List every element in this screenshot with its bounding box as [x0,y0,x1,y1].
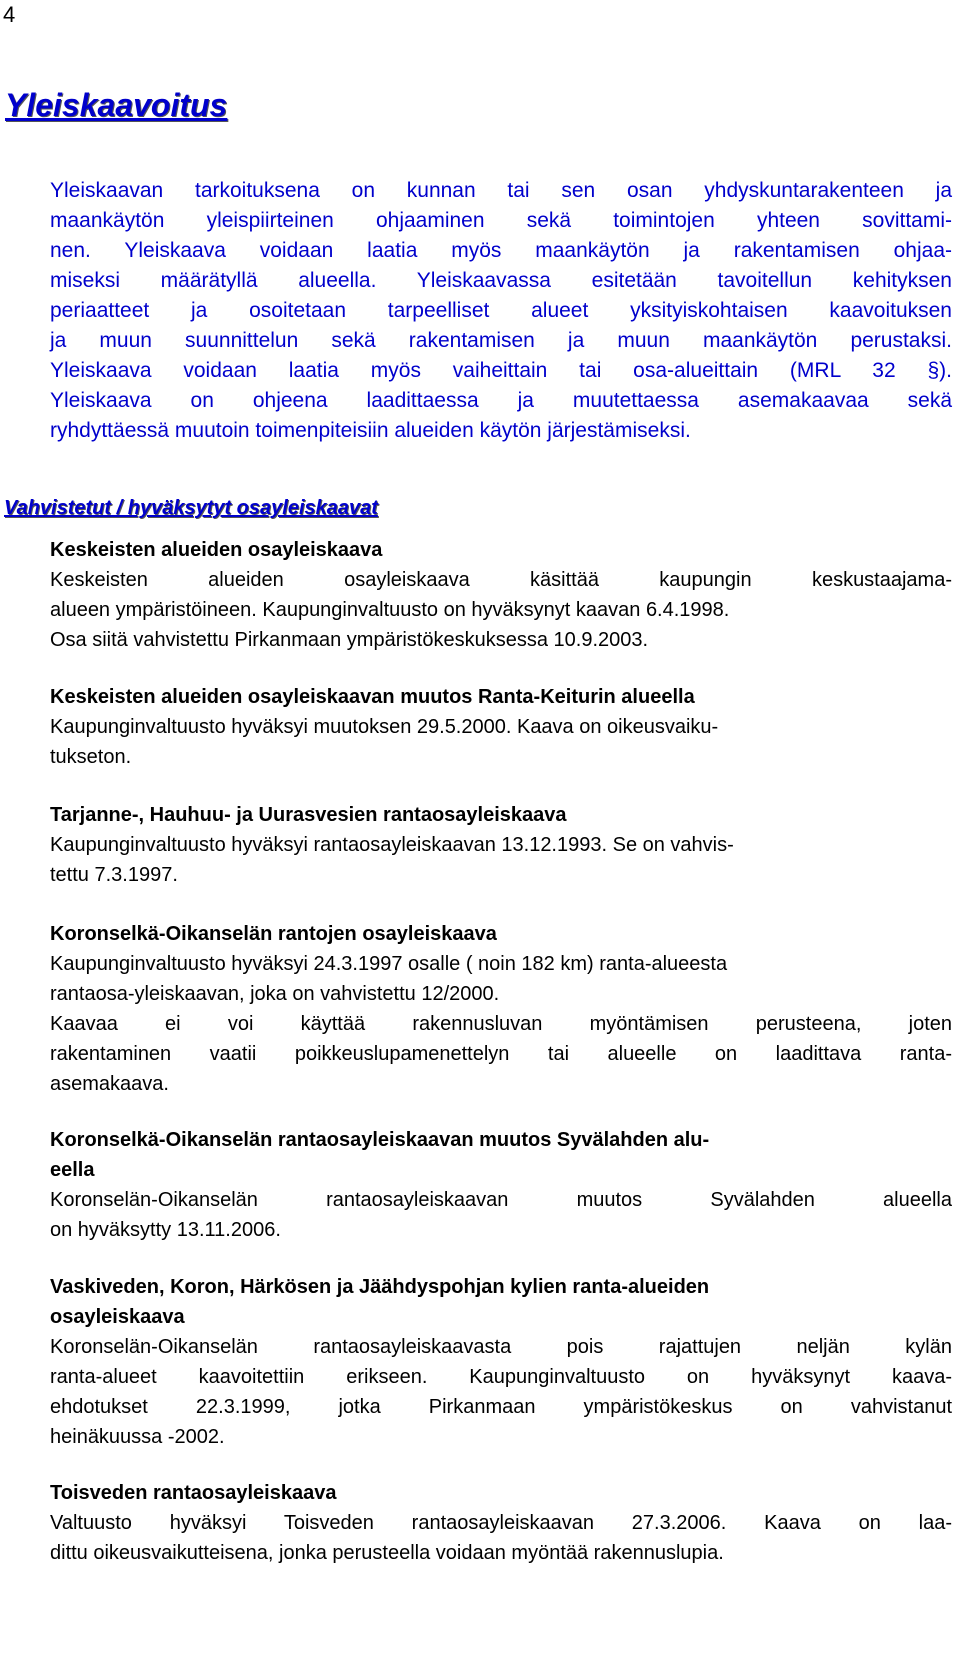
plan-heading: Keskeisten alueiden osayleiskaavan muutos Ranta-Keiturin alueella [50,686,695,708]
plan-text-line: asemakaava. [50,1073,169,1095]
plan-text-line: Osa siitä vahvistettu Pirkanmaan ympäristökeskuksessa 10.9.2003. [50,629,649,651]
plan-heading: Koronselkä-Oikanselän rantojen osayleiskaava [50,923,497,945]
section-title: Vahvistetut / hyväksytyt osayleiskaavat [4,497,378,519]
intro-line: maankäytön yleispiirteinen ohjaaminen sekä toimintojen yhteen sovittami- [50,209,952,232]
plan-text-line: dittu oikeusvaikutteisena, jonka perusteella voidaan myöntää rakennuslupia. [50,1542,724,1564]
plan-text-line: heinäkuussa -2002. [50,1426,225,1448]
plan-heading: Tarjanne-, Hauhuu- ja Uurasvesien rantaosayleiskaava [50,804,567,826]
plan-heading: Koronselkä-Oikanselän rantaosayleiskaavan muutos Syvälahden alu- [50,1129,710,1151]
plan-heading: Keskeisten alueiden osayleiskaava [50,539,383,561]
intro-line: periaatteet ja osoitetaan tarpeelliset alueet yksityiskohtaisen kaavoituksen [50,299,952,322]
plan-text-line: tukseton. [50,746,132,768]
plan-text-line: tettu 7.3.1997. [50,864,178,886]
intro-line: Yleiskaava voidaan laatia myös vaiheittain tai osa-alueittain (MRL 32 §). [50,359,952,382]
plan-entry [50,535,952,655]
intro-line: Yleiskaavan tarkoituksena on kunnan tai sen osan yhdyskuntarakenteen ja [50,179,952,202]
plan-entry [50,682,952,772]
plan-entry [50,1478,952,1568]
plan-text-line: on hyväksytty 13.11.2006. [50,1219,281,1241]
intro-line: Yleiskaava on ohjeena laadittaessa ja muutettaessa asemakaavaa sekä [50,389,952,412]
plan-text-line: Keskeisten alueiden osayleiskaava käsittää kaupungin keskustaajama- [50,569,952,591]
page-number: 4 [3,2,16,27]
intro-line: nen. Yleiskaava voidaan laatia myös maankäytön ja rakentamisen ohjaa- [50,239,952,262]
plan-text-line: Kaupunginvaltuusto hyväksyi muutoksen 29.5.2000. Kaava on oikeusvaiku- [50,716,719,738]
plan-entry [50,1125,952,1245]
page-title: Yleiskaavoitus [5,87,228,123]
plan-heading: osayleiskaava [50,1306,185,1328]
plan-text-line: alueen ympäristöineen. Kaupunginvaltuusto on hyväksynyt kaavan 6.4.1998. [50,599,730,621]
plan-heading: eella [50,1159,95,1181]
intro-paragraph [50,176,952,446]
intro-line: miseksi määrätyllä alueella. Yleiskaavassa esitetään tavoitellun kehityksen [50,269,952,292]
plan-heading: Vaskiveden, Koron, Härkösen ja Jäähdyspohjan kylien ranta-alueiden [50,1276,710,1298]
plan-text-line: Kaupunginvaltuusto hyväksyi 24.3.1997 osalle ( noin 182 km) ranta-alueesta [50,953,728,975]
plan-entry [50,1272,952,1452]
plan-text-line: Kaupunginvaltuusto hyväksyi rantaosayleiskaavan 13.12.1993. Se on vahvis- [50,834,734,856]
plan-entry [50,919,952,1099]
plan-text-line: ehdotukset 22.3.1999, jotka Pirkanmaan ympäristökeskus on vahvistanut [50,1396,952,1418]
plan-text-line: Koronselän-Oikanselän rantaosayleiskaavasta pois rajattujen neljän kylän [50,1336,952,1358]
intro-line: ja muun suunnittelun sekä rakentamisen ja muun maankäytön perustaksi. [50,329,952,352]
plan-heading: Toisveden rantaosayleiskaava [50,1482,337,1504]
plan-text-line: ranta-alueet kaavoitettiin erikseen. Kaupunginvaltuusto on hyväksynyt kaava- [50,1366,952,1388]
plan-text-line: rakentaminen vaatii poikkeuslupamenettelyn tai alueelle on laadittava ranta- [50,1043,952,1065]
plan-entry [50,800,952,890]
plan-text-line: Valtuusto hyväksyi Toisveden rantaosayleiskaavan 27.3.2006. Kaava on laa- [50,1512,952,1534]
plan-text-line: Koronselän-Oikanselän rantaosayleiskaavan muutos Syvälahden alueella [50,1189,952,1211]
plan-text-line: rantaosa-yleiskaavan, joka on vahvistettu 12/2000. [50,983,500,1005]
intro-line: ryhdyttäessä muutoin toimenpiteisiin alueiden käytön järjestämiseksi. [50,419,691,442]
plan-text-line: Kaavaa ei voi käyttää rakennusluvan myöntämisen perusteena, joten [50,1013,952,1035]
